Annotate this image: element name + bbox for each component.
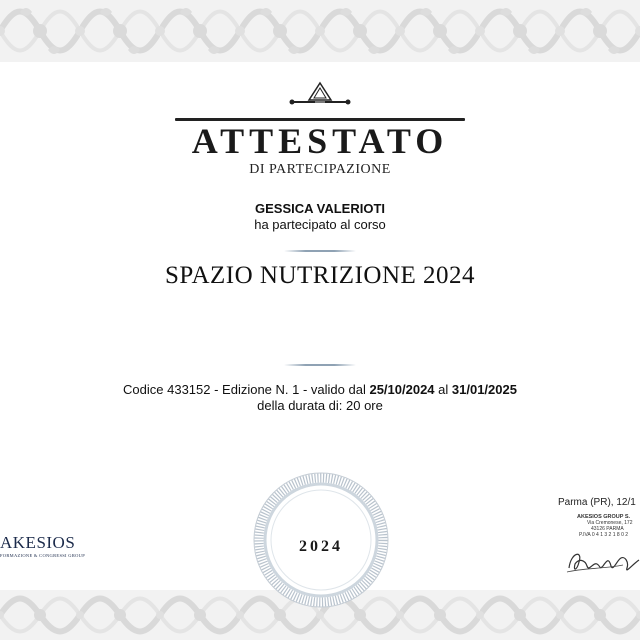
company-stamp bbox=[577, 514, 633, 538]
course-top-divider bbox=[284, 250, 356, 252]
signature bbox=[563, 538, 640, 578]
course-code: Codice 433152 - Edizione N. 1 - valido dal bbox=[123, 382, 370, 397]
top-ornamental-border bbox=[0, 0, 640, 62]
company-vat: P.IVA 0 4 1 3 2 1 8 0 2 bbox=[579, 532, 629, 538]
course-name: SPAZIO NUTRIZIONE 2024 bbox=[164, 262, 476, 289]
akesios-logo: AKESIOS bbox=[0, 533, 76, 552]
certificate-subtitle: DI PARTECIPAZIONE bbox=[249, 162, 391, 177]
date-separator: al bbox=[434, 382, 452, 397]
company-name: AKESIOS GROUP S. bbox=[577, 514, 631, 520]
course-bottom-divider bbox=[284, 364, 356, 366]
participation-text: ha partecipato al corso bbox=[254, 217, 386, 232]
course-code-line bbox=[0, 382, 640, 397]
emblem-icon bbox=[289, 80, 351, 110]
company-city: 43126 PARMA bbox=[591, 526, 624, 532]
valid-from-date: 25/10/2024 bbox=[369, 382, 435, 397]
top-ornament-pattern bbox=[0, 0, 640, 62]
akesios-logo-tagline: FORMAZIONE & CONGRESSI GROUP bbox=[0, 553, 86, 558]
valid-to-date: 31/01/2025 bbox=[451, 382, 517, 397]
recipient-name: GESSICA VALERIOTI bbox=[254, 201, 385, 216]
course-duration: della durata di: 20 ore bbox=[257, 398, 383, 413]
place-and-date: Parma (PR), 12/1 bbox=[558, 497, 636, 508]
seal-year: 2024 bbox=[299, 538, 343, 555]
certificate-title: ATTESTATO bbox=[191, 121, 449, 161]
company-address: Via Cremonese, 172 bbox=[587, 520, 633, 526]
